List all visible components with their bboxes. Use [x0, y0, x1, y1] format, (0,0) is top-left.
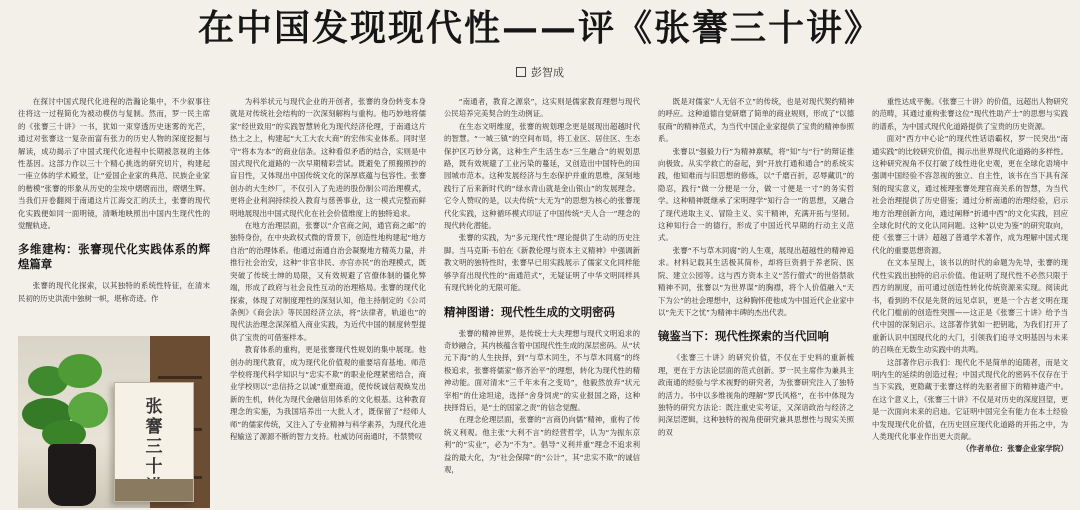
column-4 [658, 96, 854, 508]
paragraph: 在地方治理层面，张謇以“介官商之间，通官商之邮”的独特身份，在中央政权式微的背景下，创造性地构建起“地方自治”的治理体系。他通过南通自治会凝聚地方精英力量，并推行社会治安，这种“非官非民、亦官亦民”的治理模式，既突破了传统士绅的局限，又有效规避了官僚体制的僵化弊端，形成了政府与社会良性互动的治理格局。张謇的现代化探索，体现了对制度理性的深刻认知，他主持制定的《公司条例》《商会法》等民国经济立法，将“法律者，轨道也”的现代法治理念深深植入商业实践，为近代中国的制度转型提供了宝贵的可借鉴样本。 [230, 221, 426, 342]
book-cover [114, 382, 194, 502]
headline: 在中国发现现代性——评《张謇三十讲》 [197, 7, 882, 49]
book-cover-band [115, 479, 193, 501]
column-3 [444, 96, 640, 508]
book-photo [18, 336, 210, 508]
paragraph: 在理念伦理层面，张謇的“言商仍向儒”精神，重构了传统义利观。他主张“大利不言”的经营哲学，认为“为振东京利”的“实业”，必为“不为”。倡导“义利并重”理念不追求利益的最大化，为“社会保障”的“公计”，其“忠实不欺”的诚信观， [444, 415, 640, 474]
paragraph: 既是对儒家“人无信不立”的传统，也是对现代契约精神的呼应。这种道德自觉研磨了简单的商业规则，形成了“以德驭商”的精神范式，为当代中国企业家提供了宝贵的精神参照系。 [658, 97, 854, 144]
plant-pot [48, 444, 96, 506]
paragraph: 面对“西方中心论”的现代性话语霸权，罗一民突出“南通实践”的比较研究价值，揭示出世界现代化道路的多样性。这种研究视角不仅打破了线性进化史观，更在全球化语境中强调中国经验不容忽视的独立、自主性，该书在当下具有深刻的现实意义，通过梳理张謇处理官商关系的智慧，为当代社会治理提供了历史借鉴；通过分析南通的治理经验，启示地方治理创新方向，通过阐释“折通中西”的文化实践，回应全球化时代的文化认同问题。这种“以史为鉴”的研究取向，使《张謇三十讲》超越了普通学术著作，成为理解中国式现代化的重要思想资源。 [872, 134, 1068, 255]
paragraph: 重性达成平衡。《张謇三十讲》的价值，远超出人物研究的范畴，其通过重构张謇这位“现代性助产士”的思想与实践的谱系，为中国式现代化道路提供了宝贵的历史资源。 [872, 97, 1068, 131]
subhead-1: 多维建构：张謇现代化实践体系的辉煌篇章 [18, 242, 210, 272]
column-2 [230, 96, 426, 508]
paragraph: 张謇以“强毅力行”为精神禀赋，将“知”与“行”的辩证推向极致。从实学救亡的奋起，到“开放打通和通合”的系统实践，他知难而与旧思想的修炼，以“千磨百折，忍辱藏讥”的隐忍，践行“做一分便是一分，做一寸便是一寸”的务实哲学。这种精神既继承了宋明理学“知行合一”的思想，又融合了现代进取主义、冒险主义、实干精神，充满开拓与坚韧。这种知行合一的德行，形成了中国近代早期的行动主义范式。 [658, 146, 854, 243]
paragraph: 在文本呈现上，该书以的时代的命题为先导，张謇的现代性实践出独特的启示价值。他证明了现代性不必然只限于西方的制度，而可通过创造性转化传统资源来实现。阅读此书，看到的不仅是先贤的远见卓识，更是一个古老文明在现代化门槛前的创造性突围——这正是《张謇三十讲》给予当代中国的深刻启示。这部著作犹如一把钥匙，为我们打开了重新认识中国现代化的大门，引领我们追寻文明基因与未来的召唤在无数生动实践中的共鸣。 [872, 258, 1068, 355]
subhead-3: 镜鉴当下：现代性探索的当代回响 [658, 329, 829, 344]
plant-leaf [58, 354, 102, 388]
paragraph: 张謇的现代化探索，以其独特的系统性特征，在清末民初的历史洪流中独树一帜，堪称奇迹。作 [18, 281, 210, 303]
author-name: 彭智成 [531, 66, 564, 79]
column-5 [872, 96, 1068, 508]
author-affiliation: （作者单位：张謇企业家学院） [961, 444, 1068, 454]
paragraph: 在生态文明维度，张謇的规划理念更是展现出超越时代的智慧。“一城三镇”的空间布局，将工业区、居住区、生态保护区巧妙分离，这种生产生活生态“三生融合”的规划思路，既有效规避了工业污染的蔓延，又创造出中国特色的田园城市范本。这种发展经济与生态保护并重的思维，深刻地践行了后来新时代的“绿水青山就是金山银山”的发展理念。它令人赞叹的是，以夫传统“大无为”的思想为核心的张謇现代化实践，这种循环模式印证了中国传统“天人合一”理念的现代转化潜能。 [444, 121, 640, 231]
paragraph: 这部著作启示我们：现代化不是简单的追随者，而是文明内生的延续的创造过程；中国式现代化的密码不仅存在于当下实践，更隐藏于张謇这样的先驱者留下的精神遗产中。在这个意义上，《张謇三十讲》不仅是对历史的深度回望，更是一次面向未来的启迪。它证明中国完全有能力在本土经验中发现现代化价值，在历史回应现代化道路的开拓之中，为人类现代化事业作出更大贡献。 [872, 357, 1068, 441]
paragraph: 张謇的精神世界，是传统士大夫理想与现代文明追求的奇妙融合，其内核蕴含着中国现代性生成的深层密码。从“状元下海”的人生抉择，到“与草木同生，不与草木同腐”的终极追求，张謇将儒家“修齐治平”的理想，转化为现代性的精神动能。面对清末“三千年未有之变局”，他毅然放弃“状元宰相”的仕途坦途，选择“舍身饲虎”的实业报国之路，这种抉择背后，是“士的国家之责”的信念觉醒。 [444, 328, 640, 412]
subhead-2: 精神图谱：现代性生成的文明密码 [444, 304, 615, 319]
column-1 [18, 96, 210, 508]
book-title: 张謇三十 [145, 397, 163, 477]
paragraph: 张謇“不与草木同腐”的人生观，展现出超越性的精神追求。材料记载其生活极其简朴，却将巨资捐于养老院、医院、建立公园等。这与西方资本主义“苦行僧式”的世俗禁欲精神不同，张謇以“为世界谋”的胸襟，将个人价值融入“天下为公”的社会理想中，这种胸怀使他成为中国近代企业家中以“先天下之忧”为精神丰碑的杰出代表。 [658, 245, 854, 317]
byline [0, 64, 1080, 80]
paragraph: 《张謇三十讲》的研究价值，不仅在于史料的重新梳理，更在于方法论层面的范式创新。罗一民主席作为兼具主政南通的经验与学术视野的研究者，为张謇研究注入了独特的活力。书中以多维视角的理解“罗氏风格”，在书中体现为独特的研究方法论：既注重史实考证，又深谙政治与经济之间深层逻辑，这种独特的视角使研究兼具思想性与现实关照的双 [658, 353, 854, 437]
byline-square-icon [516, 67, 526, 77]
paragraph: 在探讨中国式现代化进程的浩瀚论集中，不少叙事往往将这一过程简化为被动模仿与复制。然而，罗一民主席的《张謇三十讲》一书，犹如一束穿透历史迷雾的光芒，通过对张謇这一复杂而富有张力的历史人物的深度挖掘与解读，成功揭示了中国式现代化进程中长期被忽视的主体性基因。这部力作以三十个精心挑选的研究切片，构建起一座立体的学术殿堂，让“爱国企业家的典范、民族企业家的楷模”张謇的形象从历史的尘埃中熠熠而出，熠熠生辉。当我们开卷翻阅于南通这片江海交汇的沃土，张謇的现代化实践便如同一面明镜，清晰地映照出中国内生现代性的觉醒轨迹。 [18, 97, 210, 231]
shelf-board [158, 376, 202, 379]
paragraph: 为科举状元与现代企业的开创者，张謇的身份转变本身就是对传统社会结构的一次深刻解构与重构。他巧妙地将儒家“经世致用”的实践智慧转化为现代经济伦理，于南通这片热土之上，构建起“大工大农大商”的宏伟实业体系。同时坚守“将本为本”的商业信条。这种看似矛盾的结合，实则是中国式现代化道路的一次早期精彩尝试。既避免了照搬照抄的盲目性，又体现出中国传统文化的深厚底蕴与包容性。张謇创办的大生纱厂，不仅引入了先进的股份制公司治理模式，更将企业利润持续投入教育与慈善事业，这一模式完整而鲜明地展现出中国式现代化在社会价值维度上的独特追求。 [230, 97, 426, 218]
article-body [18, 96, 1068, 508]
paragraph: 张謇的实践，为“多元现代性”理论提供了生动的历史注脚。当马克斯·韦伯在《新教伦理与资本主义精神》中强调新教文明的独特性时，张謇早已用实践展示了儒家文化同样能够孕育出现代性的“南通范式”，无疑证明了中华文明同样具有现代转化的无限可能。 [444, 233, 640, 293]
paragraph: 教育体系的重构，更是张謇现代性规划的集中展现。他创办的现代教育，成为现代化价值观的重要培育基地。师范学校将现代科学知识与“忠实不欺”的职业伦理紧密结合，商业学校则以“忠信持之以诚”重塑商道，使传统诚信观焕发出新的生机，转化为现代金融信用体系的文化根基。这种教育理念的实施，为我国培养出一大批人才，既保留了“经师人师”的儒家传统，又注入了专业精神与科学素养，为现代化进程输送了源源不断的智力支持。杜威访问南通时，不禁赞叹 [230, 345, 426, 441]
paragraph: “南通者，教育之源泉”，这实则是儒家教育理想与现代公民培养完美契合的生动例证。 [444, 97, 640, 119]
